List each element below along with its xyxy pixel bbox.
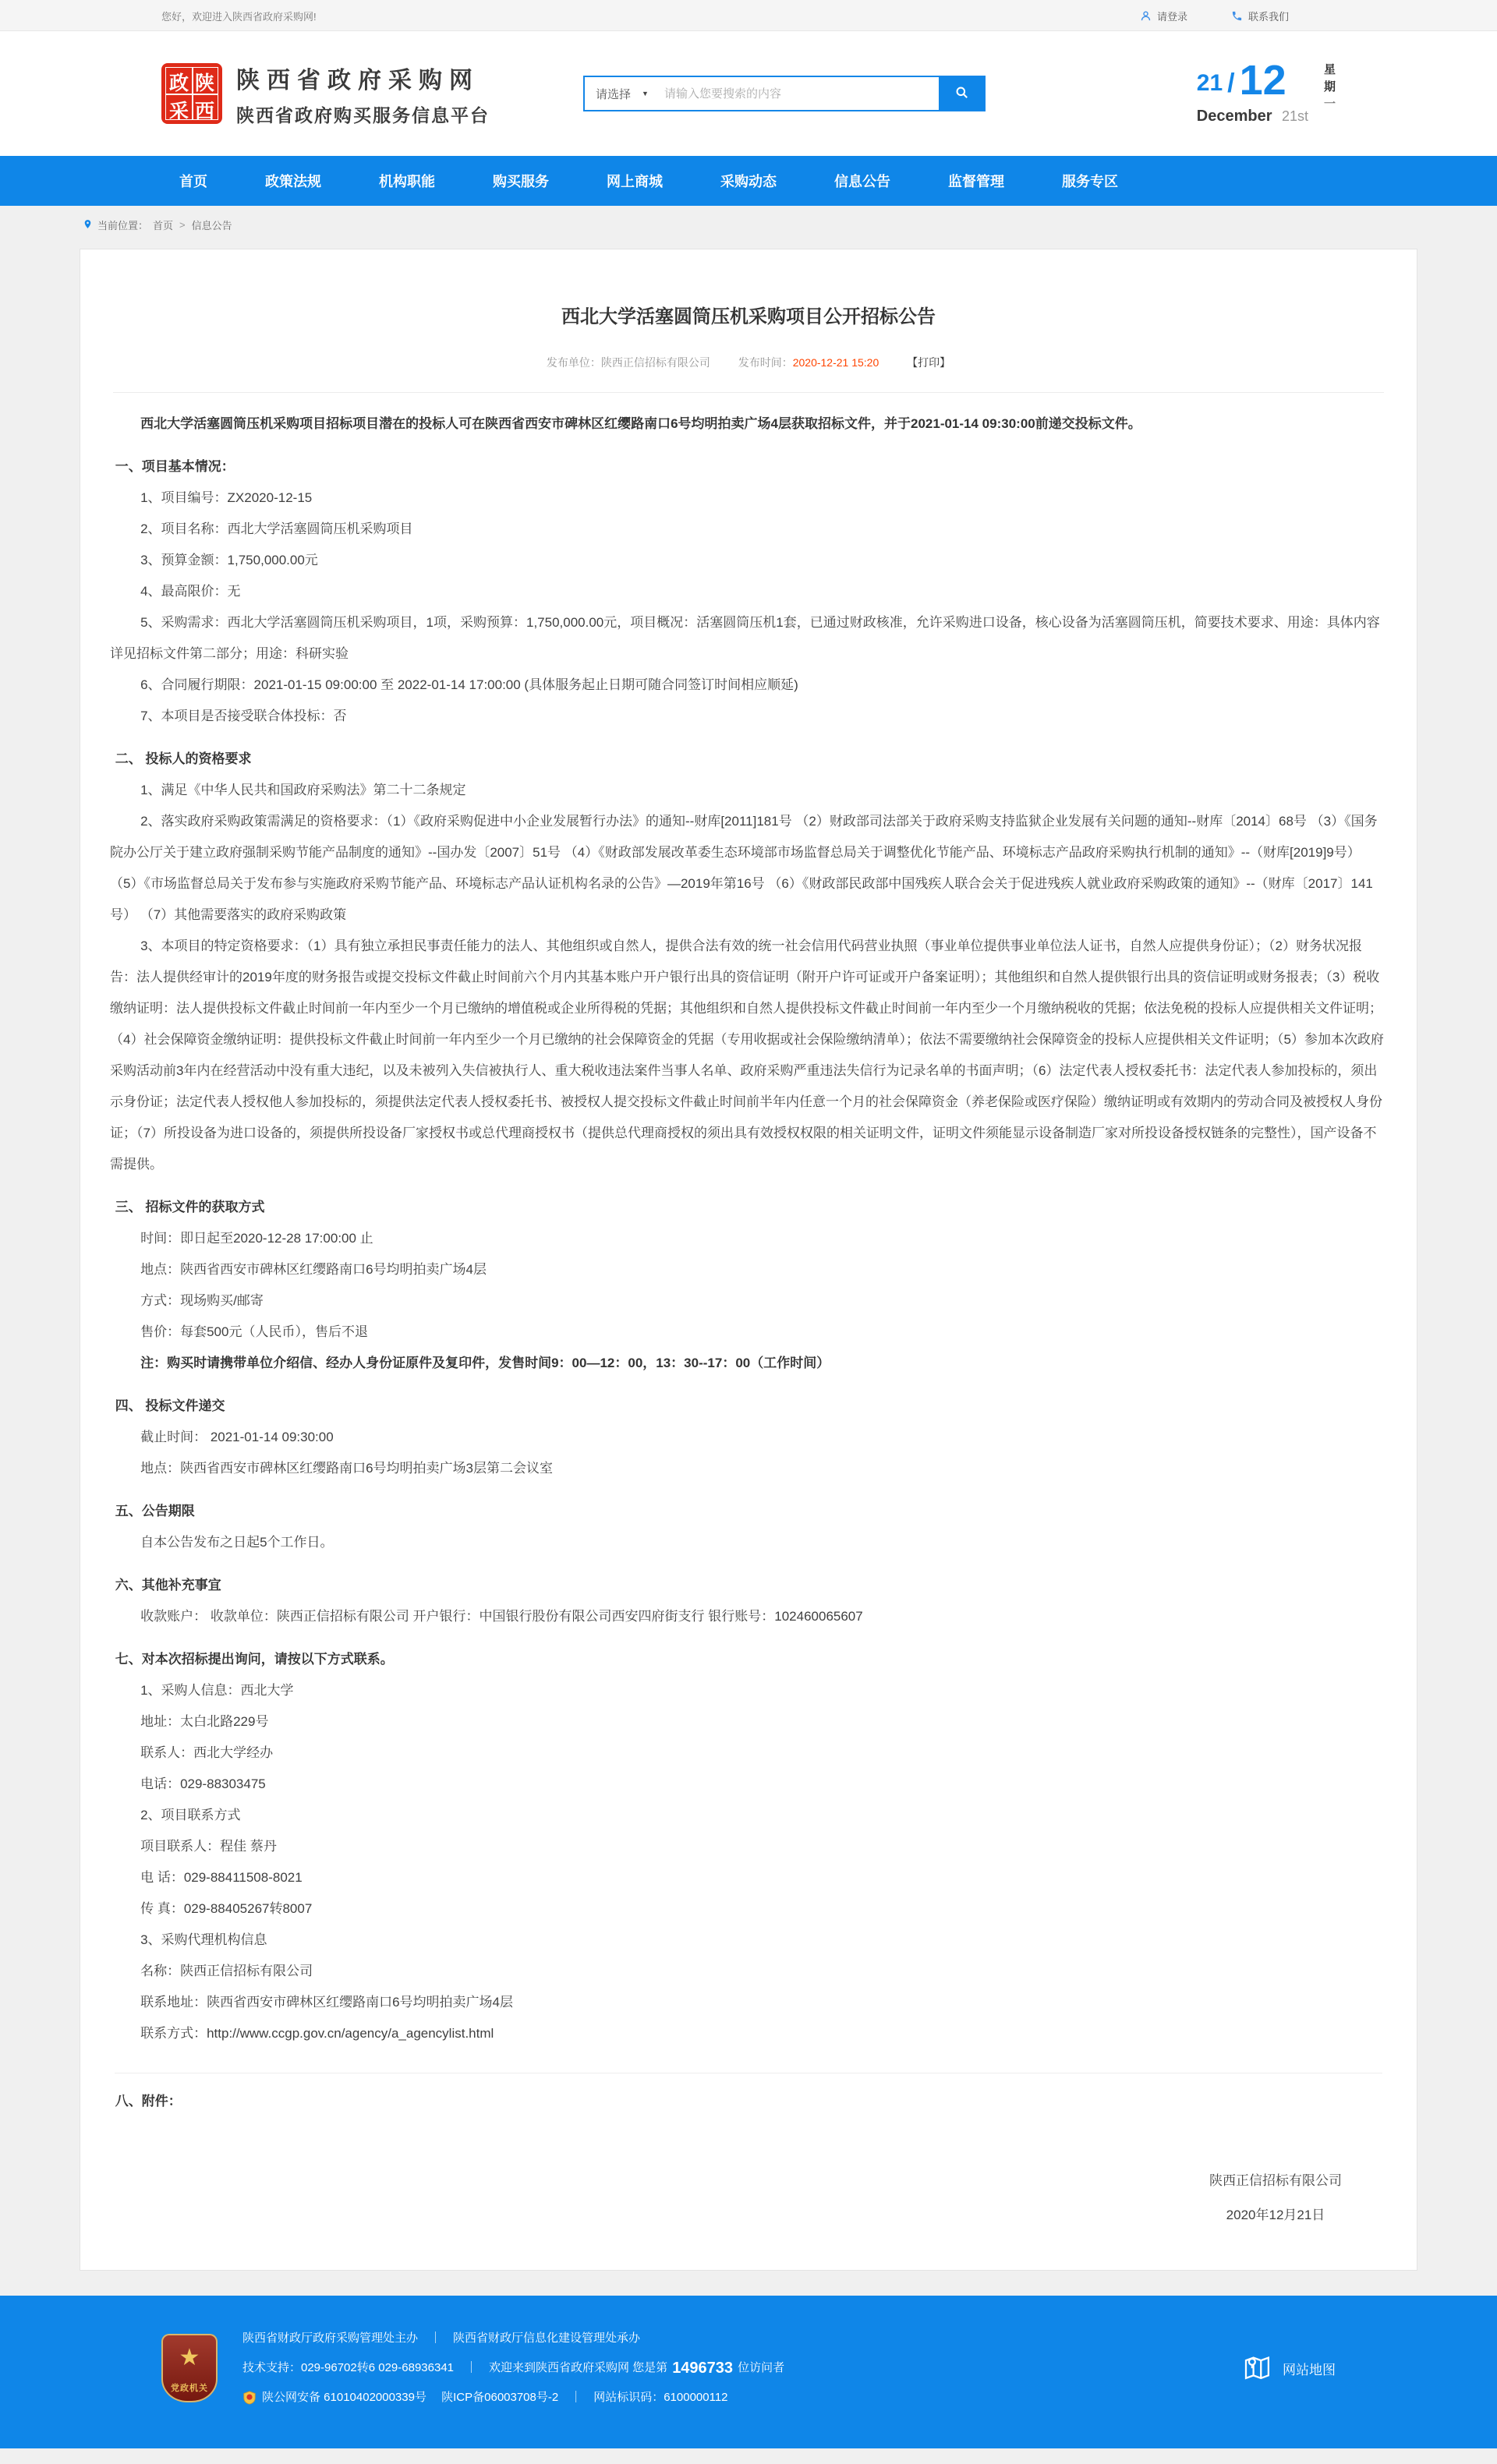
- nav-item-5[interactable]: 采购动态: [720, 174, 777, 189]
- paragraph: 售价：每套500元（人民币），售后不退: [140, 1324, 368, 1339]
- paragraph: 7、本项目是否接受联合体投标：否: [140, 709, 347, 723]
- contact-label: 联系我们: [1248, 10, 1289, 23]
- paragraph: 地点：陕西省西安市碑林区红缨路南口6号均明拍卖广场4层: [140, 1262, 487, 1277]
- paragraph: 方式：现场购买/邮寄: [140, 1293, 264, 1308]
- visitor-count: 1496733: [672, 2360, 734, 2377]
- section-heading-3: 四、 投标文件递交: [115, 1398, 225, 1413]
- footer-line-support: 技术支持：029-96702转6 029-68936341 ｜ 欢迎来到陕西省政府采购网 您是第 1496733 位访问者: [242, 2353, 784, 2383]
- nav-item-6[interactable]: 信息公告: [834, 174, 890, 189]
- article-card: [80, 249, 1417, 2271]
- paragraph: 时间：即日起至2020-12-28 17:00:00 止: [140, 1231, 373, 1246]
- paragraph: 注：购买时请携带单位介绍信、经办人身份证原件及复印件，发售时间9：00—12：00，13：30--17：00（工作时间）: [140, 1356, 830, 1370]
- publish-time-label: 发布时间：: [738, 356, 793, 369]
- location-pin-icon: [83, 218, 93, 232]
- breadcrumb-current: 信息公告: [191, 220, 232, 232]
- paragraph: 传 真：029-88405267转8007: [140, 1901, 313, 1916]
- search-input[interactable]: [658, 77, 939, 110]
- paragraph: 3、预算金额：1,750,000.00元: [140, 553, 318, 567]
- meta-divider: [113, 392, 1384, 393]
- paragraph: 3、采购代理机构信息: [140, 1932, 267, 1947]
- nav-item-1[interactable]: 政策法规: [265, 174, 321, 189]
- date-day-ordinal: 21st: [1281, 108, 1308, 124]
- top-bar: [0, 0, 1497, 31]
- paragraph: 3、本项目的特定资格要求：（1）具有独立承担民事责任能力的法人、其他组织或自然人，提供合法有效的统一社会信用代码营业执照（事业单位提供事业单位法人证书，自然人应提供身份证）；（2）财务状况报告：法人提供经审计的2019年度的财务报告或提交投标文件截止时间前六个月内其基本账户开户银行出具的资信证明（附开户许可证或开户备案证明）；其他组织和自然人提供银行出具的资信证明或财务报表；（3）税收缴纳证明：法人提供投标文件截止时间前一年内至少一个月已缴纳的增值税或企业所得税的凭据；其他组织和自然人提供投标文件截止时间前一年内至少一个月缴纳税收的凭据；依法免税的投标人应提供相关文件证明；（4）社会保障资金缴纳证明：提供投标文件截止时间前一年内至少一个月已缴纳的社会保障资金的凭据（专用收据或社会保险缴纳清单）；依法不需要缴纳社会保障资金的投标人应提供相关文件证明；（5）参加本次政府采购活动前3年内在经营活动中没有重大违纪，以及未被列入失信被执行人、重大税收违法案件当事人名单、政府采购严重违法失信行为记录名单的书面声明；（6）法定代表人授权委托书：法定代表人参加投标的，须出示身份证；法定代表人授权他人参加投标的，须提供法定代表人授权委托书、被授权人提交投标文件截止时间前半年内任意一个月的社会保障资金（养老保险或医疗保险）缴纳证明或有效期内的劳动合同及被授权人身份证；（7）所投设备为进口设备的，须提供所投设备厂家授权书或总代理商授权书（提供总代理商授权的须出具有效授权权限的相关证明文件，证明文件须能显示设备制造厂家对所投设备授权链条的完整性），国产设备不需提供。: [110, 939, 1384, 1172]
- paragraph: 地址：太白北路229号: [140, 1714, 269, 1729]
- paragraph: 名称：陕西正信招标有限公司: [140, 1964, 313, 1978]
- date-month-name: December: [1196, 107, 1272, 125]
- section-heading-7: 八、附件：: [115, 2094, 182, 2109]
- section-heading-1: 二、 投标人的资格要求: [115, 751, 252, 766]
- brand: [161, 61, 490, 127]
- star-icon: ★: [179, 2345, 200, 2370]
- contact-link[interactable]: [1231, 9, 1289, 23]
- signature-company: 陕西正信招标有限公司: [1209, 2173, 1342, 2188]
- footer-line-hosts: 陕西省财政厅政府采购管理处主办 ｜ 陕西省财政厅信息化建设管理处承办: [242, 2331, 641, 2345]
- paragraph: 地点：陕西省西安市碑林区红缨路南口6号均明拍卖广场3层第二会议室: [140, 1461, 554, 1476]
- site-title: 陕西省政府采购网: [236, 67, 480, 94]
- breadcrumb-prefix: 当前位置：: [97, 220, 149, 232]
- date-weekday: 星 期 一: [1323, 63, 1336, 111]
- paragraph: 1、采购人信息：西北大学: [140, 1683, 294, 1698]
- user-icon: [1140, 10, 1152, 22]
- paragraph: 收款账户： 收款单位：陕西正信招标有限公司 开户银行：中国银行股份有限公司西安四府街支行 银行账号：102460065607: [140, 1609, 863, 1624]
- search-category-select[interactable]: [585, 77, 658, 110]
- date-widget: 21 / 12 December 21st 星 期 一: [1196, 57, 1336, 125]
- breadcrumb-separator: >: [179, 219, 186, 231]
- sitemap-label: 网站地图: [1283, 2362, 1336, 2377]
- login-link[interactable]: [1140, 9, 1187, 23]
- nav-item-7[interactable]: 监督管理: [948, 174, 1004, 189]
- nav-item-4[interactable]: 网上商城: [607, 174, 663, 189]
- paragraph: 联系方式：http://www.ccgp.gov.cn/agency/a_agencylist.html: [140, 2026, 494, 2041]
- article-meta: [110, 355, 1387, 370]
- nav-item-2[interactable]: 机构职能: [379, 174, 435, 189]
- site-header: [0, 31, 1497, 156]
- date-day: 21: [1196, 69, 1223, 96]
- article-sections: [110, 451, 1387, 2117]
- search-bar: [583, 76, 986, 111]
- paragraph: 自本公告发布之日起5个工作日。: [140, 1535, 334, 1550]
- paragraph: 电 话：029-88411508-8021: [140, 1870, 303, 1885]
- paragraph: 4、最高限价：无: [140, 584, 241, 599]
- nav-item-0[interactable]: 首页: [179, 174, 207, 189]
- article-body: [110, 408, 1387, 2232]
- paragraph: 联系地址：陕西省西安市碑林区红缨路南口6号均明拍卖广场4层: [140, 1995, 514, 2010]
- government-badge: [161, 2334, 218, 2402]
- paragraph: 2、项目联系方式: [140, 1808, 241, 1822]
- paragraph: 1、项目编号：ZX2020-12-15: [140, 490, 313, 505]
- section-heading-6: 七、对本次招标提出询问，请按以下方式联系。: [115, 1652, 394, 1667]
- login-label: 请登录: [1156, 10, 1187, 23]
- site-subtitle: 陕西省政府购买服务信息平台: [236, 104, 490, 125]
- signature-block: [110, 2164, 1387, 2232]
- signature-date: 2020年12月21日: [1226, 2208, 1325, 2222]
- search-button[interactable]: [939, 77, 984, 110]
- chevron-down-icon: ▼: [642, 90, 649, 97]
- breadcrumb-home-link[interactable]: 首页: [153, 220, 174, 232]
- nav-item-8[interactable]: 服务专区: [1062, 174, 1118, 189]
- paragraph: 联系人：西北大学经办: [140, 1745, 274, 1760]
- map-icon: [1240, 2350, 1273, 2387]
- paragraph: 项目联系人：程佳 蔡丹: [140, 1839, 277, 1854]
- paragraph: 2、落实政府采购政策需满足的资格要求：（1）《政府采购促进中小企业发展暂行办法》的通知--财库[2011]181号 （2）财政部司法部关于政府采购支持监狱企业发展有关问题的通知--财库〔2014〕68号 （3）《国务院办公厅关于建立政府强制采购节能产品制度的通知》--国办发〔2007〕51号 （4）《财政部发展改革委生态环境部市场监督总局关于调整优化节能产品、环境标志产品政府采购执行机制的通知》--（财库[2019]9号） （5）《市场监督总局关于发布参与实施政府采购节能产品、环境标志产品认证机构名录的公告》—2019年第16号 （6）《财政部民政部中国残疾人联合会关于促进残疾人就业政府采购政策的通知》--（财库〔2017〕141号） （7）其他需要落实的政府采购政策: [110, 814, 1378, 922]
- paragraph: 电话：029-88303475: [140, 1776, 266, 1791]
- search-select-label: 请选择: [596, 87, 632, 101]
- section-heading-0: 一、项目基本情况：: [115, 459, 235, 474]
- publisher-label: 发布单位：: [546, 356, 601, 369]
- publish-time-value: 2020-12-21 15:20: [792, 356, 879, 369]
- article-intro: 西北大学活塞圆筒压机采购项目招标项目潜在的投标人可在陕西省西安市碑林区红缨路南口6号均明拍卖广场4层获取招标文件，并于2021-01-14 09:30:00前递交投标文件。: [140, 416, 1141, 431]
- main-nav-list: [80, 156, 1417, 206]
- publisher-value: 陕西正信招标有限公司: [600, 356, 710, 369]
- section-heading-2: 三、 招标文件的获取方式: [115, 1200, 265, 1214]
- article-title: 西北大学活塞圆筒压机采购项目公开招标公告: [561, 306, 936, 327]
- paragraph: 1、满足《中华人民共和国政府采购法》第二十二条规定: [140, 783, 466, 797]
- paragraph: 截止时间： 2021-01-14 09:30:00: [140, 1430, 334, 1444]
- site-logo-seal: 政 陕 采 西: [161, 63, 222, 124]
- date-month: 12: [1239, 57, 1286, 104]
- footer-line-beian: 陕公网安备 61010402000339号 陕ICP备06003708号-2 ｜ 网站标识码：6100000112: [242, 2383, 784, 2413]
- site-footer: [0, 2296, 1497, 2448]
- paragraph: 6、合同履行期限：2021-01-15 09:00:00 至 2022-01-14 17:00:00 (具体服务起止日期可随合同签订时间相应顺延): [140, 677, 798, 692]
- breadcrumb: [80, 206, 1417, 242]
- section-heading-5: 六、其他补充事宜: [115, 1578, 221, 1593]
- section-heading-4: 五、公告期限: [115, 1504, 195, 1518]
- paragraph: 2、项目名称：西北大学活塞圆筒压机采购项目: [140, 521, 413, 536]
- print-button[interactable]: 【打印】: [907, 356, 951, 369]
- nav-item-3[interactable]: 购买服务: [493, 174, 549, 189]
- search-icon: [954, 85, 969, 102]
- sitemap-link[interactable]: [1240, 2350, 1336, 2387]
- phone-icon: [1231, 10, 1243, 22]
- welcome-text: 您好，欢迎进入陕西省政府采购网!: [161, 10, 317, 23]
- police-badge-icon: [242, 2391, 257, 2405]
- paragraph: 5、采购需求：西北大学活塞圆筒压机采购项目，1项，采购预算：1,750,000.00元，项目概况：活塞圆筒压机1套，已通过财政核准，允许采购进口设备，核心设备为活塞圆筒压机，简要技术要求、用途：具体内容详见招标文件第二部分；用途：科研实验: [110, 615, 1380, 661]
- badge-label: 党政机关: [171, 2384, 208, 2393]
- main-nav: [0, 156, 1497, 206]
